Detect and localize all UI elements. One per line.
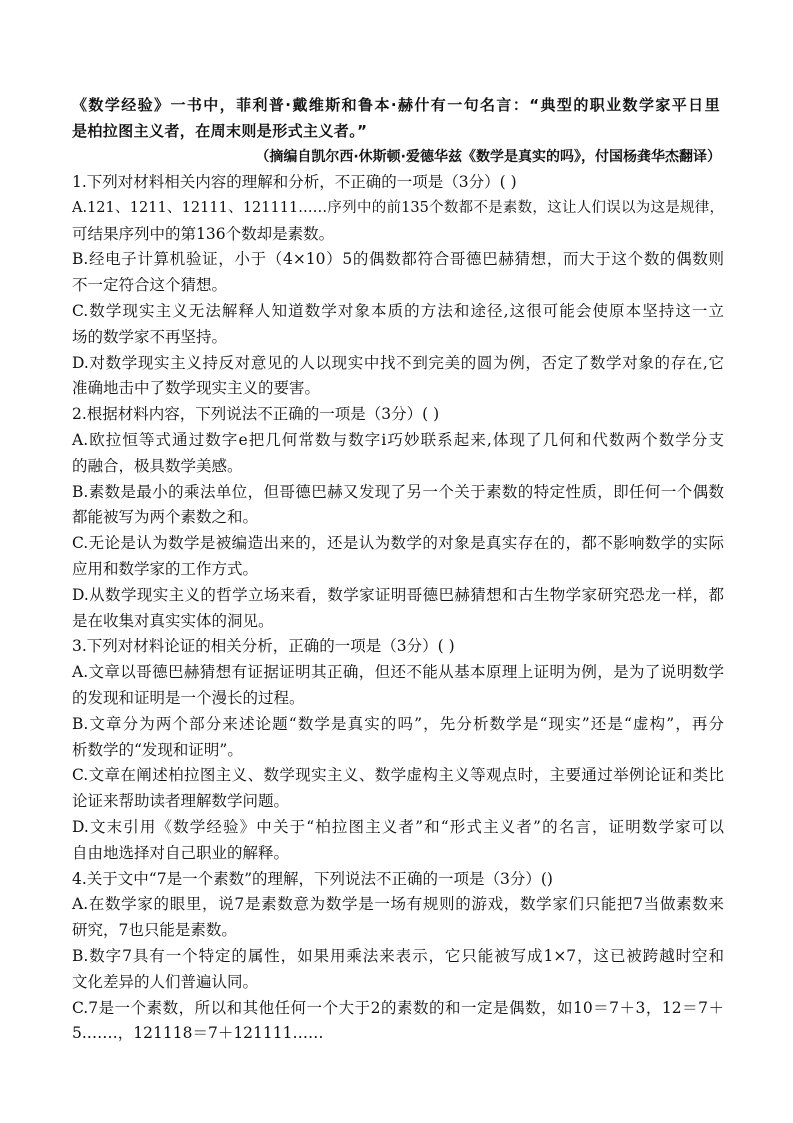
question-stem: 4.关于文中“7是一个素数”的理解，下列说法不正确的一项是（3分）() bbox=[72, 869, 553, 888]
option-line: C.无论是认为数学是被编造出来的，还是认为数学的对象是真实存在的，都不影响数学的实际 bbox=[72, 534, 724, 553]
option-line: 文化差异的人们普遍认同。 bbox=[72, 972, 259, 991]
question-stem: 3.下列对材料论证的相关分析，正确的一项是（3分）( ) bbox=[72, 637, 455, 656]
option-line: C.数学现实主义无法解释人知道数学对象本质的方法和途径,这很可能会使原本坚持这一立 bbox=[72, 301, 724, 320]
option-line: 5.……，121118＝7＋121111…… bbox=[72, 1024, 324, 1043]
option-line: A.文章以哥德巴赫猜想有证据证明其正确，但还不能从基本原理上证明为例，是为了说明数学 bbox=[72, 663, 724, 682]
option-line: D.文末引用《数学经验》中关于“柏拉图主义者”和“形式主义者”的名言，证明数学家可以 bbox=[72, 817, 724, 836]
option-line: A.欧拉恒等式通过数字e把几何常数与数字i巧妙联系起来,体现了几何和代数两个数学分支 bbox=[72, 430, 724, 449]
source-citation: （摘编自凯尔西·休斯顿·爱德华兹《数学是真实的吗》，付国杨龚华杰翻译） bbox=[255, 149, 721, 165]
option-line: B.数字7具有一个特定的属性，如果用乘法来表示，它只能被写成1×7，这已被跨越时空和 bbox=[72, 946, 724, 965]
option-line: 论证来帮助读者理解数学问题。 bbox=[72, 792, 290, 811]
quote-line: 《数学经验》一书中，菲利普·戴维斯和鲁本·赫什有一句名言：“典型的职业数学家平日里 bbox=[72, 96, 720, 114]
epigraph-quote bbox=[72, 92, 720, 144]
option-line: 研究，7也只能是素数。 bbox=[72, 921, 237, 940]
option-line: B.经电子计算机验证，小于（4×10）5的偶数都符合哥德巴赫猜想，而大于这个数的偶数则 bbox=[72, 250, 724, 269]
option-line: 的融合，极具数学美感。 bbox=[72, 456, 243, 475]
option-line: 准确地击中了数学现实主义的要害。 bbox=[72, 379, 321, 398]
option-line: 自由地选择对自己职业的解释。 bbox=[72, 843, 290, 862]
option-line: B.文章分为两个部分来述论题“数学是真实的吗”，先分析数学是“现实”还是“虚构”，再分 bbox=[72, 714, 724, 733]
question-stem: 1.下列对材料相关内容的理解和分析，不正确的一项是（3分）( ) bbox=[72, 173, 517, 191]
quote-line: 是柏拉图主义者，在周末则是形式主义者。” bbox=[72, 121, 368, 140]
option-line: C.7是一个素数，所以和其他任何一个大于2的素数的和一定是偶数，如10＝7＋3，12＝7＋ bbox=[72, 998, 724, 1017]
option-line: A.在数学家的眼里，说7是素数意为数学是一场有规则的游戏，数学家们只能把7当做素数来 bbox=[72, 895, 724, 914]
option-line: B.素数是最小的乘法单位，但哥德巴赫又发现了另一个关于素数的特定性质，即任何一个偶数 bbox=[72, 482, 724, 501]
option-line: 是在收集对真实实体的洞见。 bbox=[72, 611, 274, 630]
option-line: 不一定符合这个猜想。 bbox=[72, 276, 228, 295]
option-line: 析数学的“发现和证明”。 bbox=[72, 740, 243, 759]
option-line: D.对数学现实主义持反对意见的人以现实中找不到完美的圆为例，否定了数学对象的存在,它 bbox=[72, 353, 724, 372]
question-list bbox=[72, 170, 724, 1047]
option-line: 都能被写为两个素数之和。 bbox=[72, 508, 259, 527]
option-line: 应用和数学家的工作方式。 bbox=[72, 559, 259, 578]
option-line: 场的数学家不再坚持。 bbox=[72, 327, 228, 346]
option-line: 可结果序列中的第136个数却是素数。 bbox=[72, 224, 335, 243]
question-stem: 2.根据材料内容，下列说法不正确的一项是（3分）( ) bbox=[72, 405, 440, 424]
option-line: D.从数学现实主义的哲学立场来看，数学家证明哥德巴赫猜想和古生物学家研究恐龙一样，都 bbox=[72, 585, 724, 604]
option-line: 的发现和证明是一个漫长的过程。 bbox=[72, 688, 305, 707]
option-line: A.121、1211、12111、121111……序列中的前135个数都不是素数，这让人们误以为这是规律， bbox=[72, 199, 724, 216]
option-line: C.文章在阐述柏拉图主义、数学现实主义、数学虚构主义等观点时，主要通过举例论证和类比 bbox=[72, 766, 724, 785]
